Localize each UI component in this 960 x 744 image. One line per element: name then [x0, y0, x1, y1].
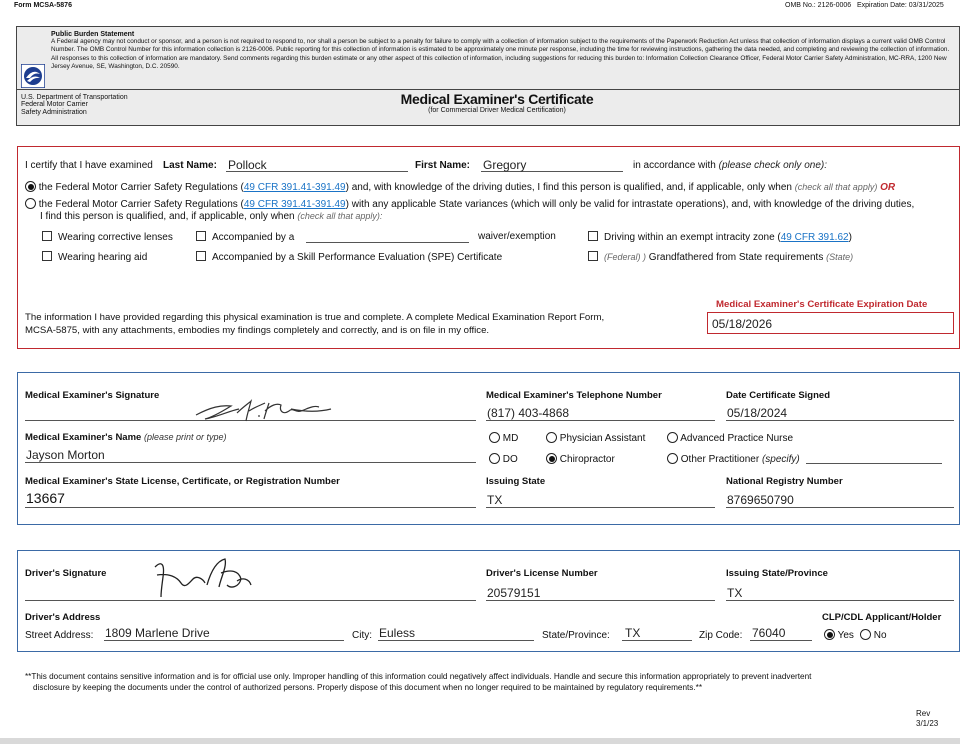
- issuing-state-label: Issuing State: [486, 476, 546, 487]
- driver-state-value: TX: [727, 586, 743, 600]
- other-radio[interactable]: [667, 453, 678, 464]
- cert-heading: [317, 91, 677, 114]
- driver-state-label: Issuing State/Province: [726, 568, 828, 579]
- clp-yes-radio[interactable]: [824, 629, 835, 640]
- omb-number: [785, 2, 944, 9]
- first-name-value: Gregory: [483, 158, 527, 172]
- agency-line: U.S. Department of Transportation: [21, 94, 128, 101]
- examiner-phone-field[interactable]: [486, 403, 715, 421]
- opt2-post: ) with any applicable State variances (which will only be valid for intrastate operations), and, with knowledge of the driving duties,: [345, 199, 915, 210]
- form-id: Form MCSA-5876: [14, 2, 72, 9]
- cfr-link[interactable]: 49 CFR 391.41-391.49: [243, 199, 346, 210]
- grand-label: Grandfathered from State requirements: [648, 252, 824, 263]
- waiver-type-field[interactable]: [306, 231, 469, 243]
- md-label: MD: [502, 433, 519, 444]
- agency-block: [21, 94, 128, 116]
- opt1-post: ) and, with knowledge of the driving duties, I find this person is qualified, and, if applicable, only when: [345, 182, 792, 193]
- clp-yes-label: Yes: [837, 630, 854, 641]
- accordance-text: [633, 160, 827, 171]
- checkbox-accompanied[interactable]: [196, 231, 294, 243]
- zip-field[interactable]: [750, 624, 812, 641]
- spe-label: Accompanied by a Skill Performance Evaluation (SPE) Certificate: [212, 252, 503, 263]
- omb-number-text: OMB No.: 2126-0006: [785, 2, 852, 9]
- page-title: Medical Examiner's Certificate: [400, 91, 594, 107]
- driver-license-label: Driver's License Number: [486, 568, 598, 579]
- license-value: 13667: [26, 490, 65, 506]
- grandfathered-checkbox[interactable]: [588, 251, 598, 261]
- agency-line: Safety Administration: [21, 108, 87, 116]
- grand-state: (State): [826, 252, 854, 262]
- md-radio[interactable]: [489, 432, 500, 443]
- chiro-radio[interactable]: [546, 453, 557, 464]
- opt2-check-hint: (check all that apply):: [297, 211, 383, 221]
- expiration-label: Medical Examiner's Certificate Expiration Date: [716, 299, 928, 310]
- state-province-field[interactable]: [622, 624, 692, 641]
- driver-license-field[interactable]: [486, 583, 715, 601]
- expiration-date-field[interactable]: [707, 312, 954, 334]
- opt2-line2: I find this person is qualified, and, if applicable, only when: [40, 211, 295, 222]
- zip-label: Zip Code:: [699, 630, 743, 641]
- last-name-field[interactable]: [226, 156, 408, 172]
- pa-radio[interactable]: [546, 432, 557, 443]
- credential-apn[interactable]: [667, 432, 793, 444]
- last-name-value: Pollock: [228, 158, 267, 172]
- registry-label: National Registry Number: [726, 476, 843, 487]
- checkbox-grandfathered[interactable]: [588, 251, 853, 263]
- zip-value: 76040: [752, 626, 786, 640]
- hearing-label: Wearing hearing aid: [58, 252, 148, 263]
- credential-do[interactable]: [489, 453, 518, 465]
- driver-license-value: 20579151: [487, 586, 541, 600]
- clp-no[interactable]: [860, 629, 887, 641]
- cert-intro: I certify that I have examined: [25, 160, 153, 171]
- issuing-state-value: TX: [487, 493, 503, 507]
- other-specify-field[interactable]: [806, 452, 942, 464]
- opt1-check-hint: (check all that apply): [794, 182, 878, 192]
- option-state-line2: [40, 211, 382, 222]
- credential-pa[interactable]: [546, 432, 645, 444]
- street-label: Street Address:: [25, 630, 94, 641]
- checkbox-intracity[interactable]: [588, 231, 852, 243]
- confidentiality-notice: [25, 671, 955, 693]
- driver-signature-image: [147, 553, 277, 603]
- examiner-name-hint: (please print or type): [143, 432, 227, 442]
- lenses-label: Wearing corrective lenses: [58, 232, 173, 243]
- state-province-value: TX: [625, 626, 641, 640]
- option-state: [25, 198, 914, 210]
- examiner-signature-label: Medical Examiner's Signature: [25, 390, 160, 401]
- accompanied-label: Accompanied by a: [212, 232, 295, 243]
- other-hint: (specify): [761, 454, 800, 465]
- apn-label: Advanced Practice Nurse: [680, 433, 794, 444]
- examiner-phone-label: Medical Examiner's Telephone Number: [486, 390, 662, 401]
- lenses-checkbox[interactable]: [42, 231, 52, 241]
- last-name-label: Last Name:: [163, 160, 217, 171]
- examiner-name-value: Jayson Morton: [26, 448, 105, 462]
- grand-federal: (Federal) ): [604, 252, 647, 262]
- driver-signature-label: Driver's Signature: [25, 568, 107, 579]
- first-name-label: First Name:: [415, 160, 471, 171]
- license-label: Medical Examiner's State License, Certificate, or Registration Number: [25, 476, 340, 487]
- intracity-post: ): [848, 232, 852, 243]
- burden-box: [16, 26, 960, 126]
- state-variance-radio[interactable]: [25, 198, 36, 209]
- credential-chiro[interactable]: [546, 453, 615, 465]
- do-radio[interactable]: [489, 453, 500, 464]
- city-label: City:: [352, 630, 372, 641]
- checkbox-spe[interactable]: [196, 251, 502, 263]
- clp-label: CLP/CDL Applicant/Holder: [822, 612, 942, 623]
- examiner-name-label-row: [25, 432, 227, 443]
- city-field[interactable]: [378, 624, 534, 641]
- intracity-pre: Driving within an exempt intracity zone (: [604, 232, 781, 243]
- opt2-pre: the Federal Motor Carrier Safety Regulations (: [38, 199, 244, 210]
- waiver-label: waiver/exemption: [478, 231, 556, 242]
- clp-no-label: No: [873, 630, 887, 641]
- checkbox-lenses[interactable]: [42, 231, 173, 243]
- examiner-signature-image: [191, 397, 351, 423]
- pa-label: Physician Assistant: [559, 433, 646, 444]
- first-name-field[interactable]: [481, 156, 623, 172]
- credential-md[interactable]: [489, 432, 518, 444]
- check-one-hint: (please check only one):: [718, 160, 828, 171]
- registry-value: 8769650790: [727, 493, 794, 507]
- notice-line: **This document contains sensitive information and is for official use only. Improper handling of this information could negatively affect individuals. Handle and secure this information appropriately to prevent inadvertent: [25, 672, 812, 681]
- city-value: Euless: [379, 626, 416, 640]
- driver-state-field[interactable]: [726, 583, 954, 601]
- issuing-state-field[interactable]: [486, 490, 715, 508]
- date-signed-field[interactable]: [726, 403, 954, 421]
- chiro-label: Chiropractor: [559, 454, 615, 465]
- accordance-label: in accordance with: [633, 160, 716, 171]
- accompanied-checkbox[interactable]: [196, 231, 206, 241]
- clp-no-radio[interactable]: [860, 629, 871, 640]
- burden-title: Public Burden Statement: [51, 31, 135, 38]
- street-field[interactable]: [104, 624, 344, 641]
- opt1-pre: the Federal Motor Carrier Safety Regulations (: [38, 182, 244, 193]
- spe-checkbox[interactable]: [196, 251, 206, 261]
- examiner-signature-field[interactable]: [25, 401, 476, 421]
- federal-radio[interactable]: [25, 181, 36, 192]
- apn-radio[interactable]: [667, 432, 678, 443]
- state-province-label: State/Province:: [542, 630, 610, 641]
- date-signed-label: Date Certificate Signed: [726, 390, 830, 401]
- examiner-phone-value: (817) 403-4868: [487, 406, 570, 420]
- divider: [17, 89, 959, 90]
- checkbox-hearing[interactable]: [42, 251, 147, 263]
- rev-label: Rev: [916, 709, 931, 718]
- revision-block: [916, 709, 938, 729]
- page-bottom-edge: [0, 738, 960, 744]
- cfr-link[interactable]: 49 CFR 391.41-391.49: [243, 182, 346, 193]
- expiration-date-value: 05/18/2026: [712, 317, 773, 331]
- do-label: DO: [502, 454, 518, 465]
- intracity-checkbox[interactable]: [588, 231, 598, 241]
- date-signed-value: 05/18/2024: [727, 406, 788, 420]
- other-label: Other Practitioner: [680, 454, 760, 465]
- page-subtitle: (for Commercial Driver Medical Certification): [428, 107, 566, 114]
- clp-yes[interactable]: [824, 629, 854, 641]
- statement-line: The information I have provided regarding this physical examination is true and complete. A complete Medical Examination Report Form,: [25, 312, 605, 323]
- driver-signature-field[interactable]: [25, 581, 476, 601]
- omb-expiration: Expiration Date: 03/31/2025: [857, 2, 944, 9]
- cfr-link[interactable]: 49 CFR 391.62: [780, 232, 849, 243]
- examiner-name-field[interactable]: [25, 445, 476, 463]
- notice-line: disclosure by keeping the documents under the control of authorized persons. Properly dispose of this document when no longer required to be maintained by regulatory requirements.**: [33, 683, 703, 692]
- option-federal: [25, 181, 895, 193]
- rev-date: 3/1/23: [916, 719, 939, 728]
- credential-other[interactable]: [667, 453, 800, 465]
- registry-field[interactable]: [726, 490, 954, 508]
- license-field[interactable]: [25, 488, 476, 508]
- burden-text: A Federal agency may not conduct or sponsor, and a person is not required to respond to, nor shall a person be subject to a penalty for failure to comply with a collection of information subject to the requirements of the Paperwork Reduction Act unless that collection of information displays a current valid OMB Control Number. The OMB Control Number for this information collection is 2126-0006. Public reporting for this collection of information is estimated to be approximately one minute per response, including the time for reviewing instructions, gathering the data needed, and completing and reviewing the collection of information. All responses to this collection of information are mandatory. Send comments regarding this burden estimate or any other aspect of this collection of information, including suggestions for reducing this burden to: Information Collection Clearance Officer, Federal Motor Carrier Safety Administration, MC-RRA, 1200 New Jersey Avenue, SE, Washington, D.C. 20590.: [51, 38, 950, 71]
- agency-line: Federal Motor Carrier: [21, 101, 88, 109]
- opt1-or: OR: [880, 182, 896, 193]
- examiner-name-label: Medical Examiner's Name: [25, 432, 142, 443]
- statement-line: MCSA-5875, with any attachments, embodies my findings completely and correctly, and is on file in my office.: [25, 325, 490, 336]
- hearing-checkbox[interactable]: [42, 251, 52, 261]
- dot-logo: [21, 64, 45, 88]
- burden-statement: [51, 31, 955, 87]
- examination-statement: [25, 311, 604, 337]
- dot-logo-icon: [21, 64, 45, 88]
- driver-address-label: Driver's Address: [25, 612, 101, 623]
- street-value: 1809 Marlene Drive: [105, 626, 210, 640]
